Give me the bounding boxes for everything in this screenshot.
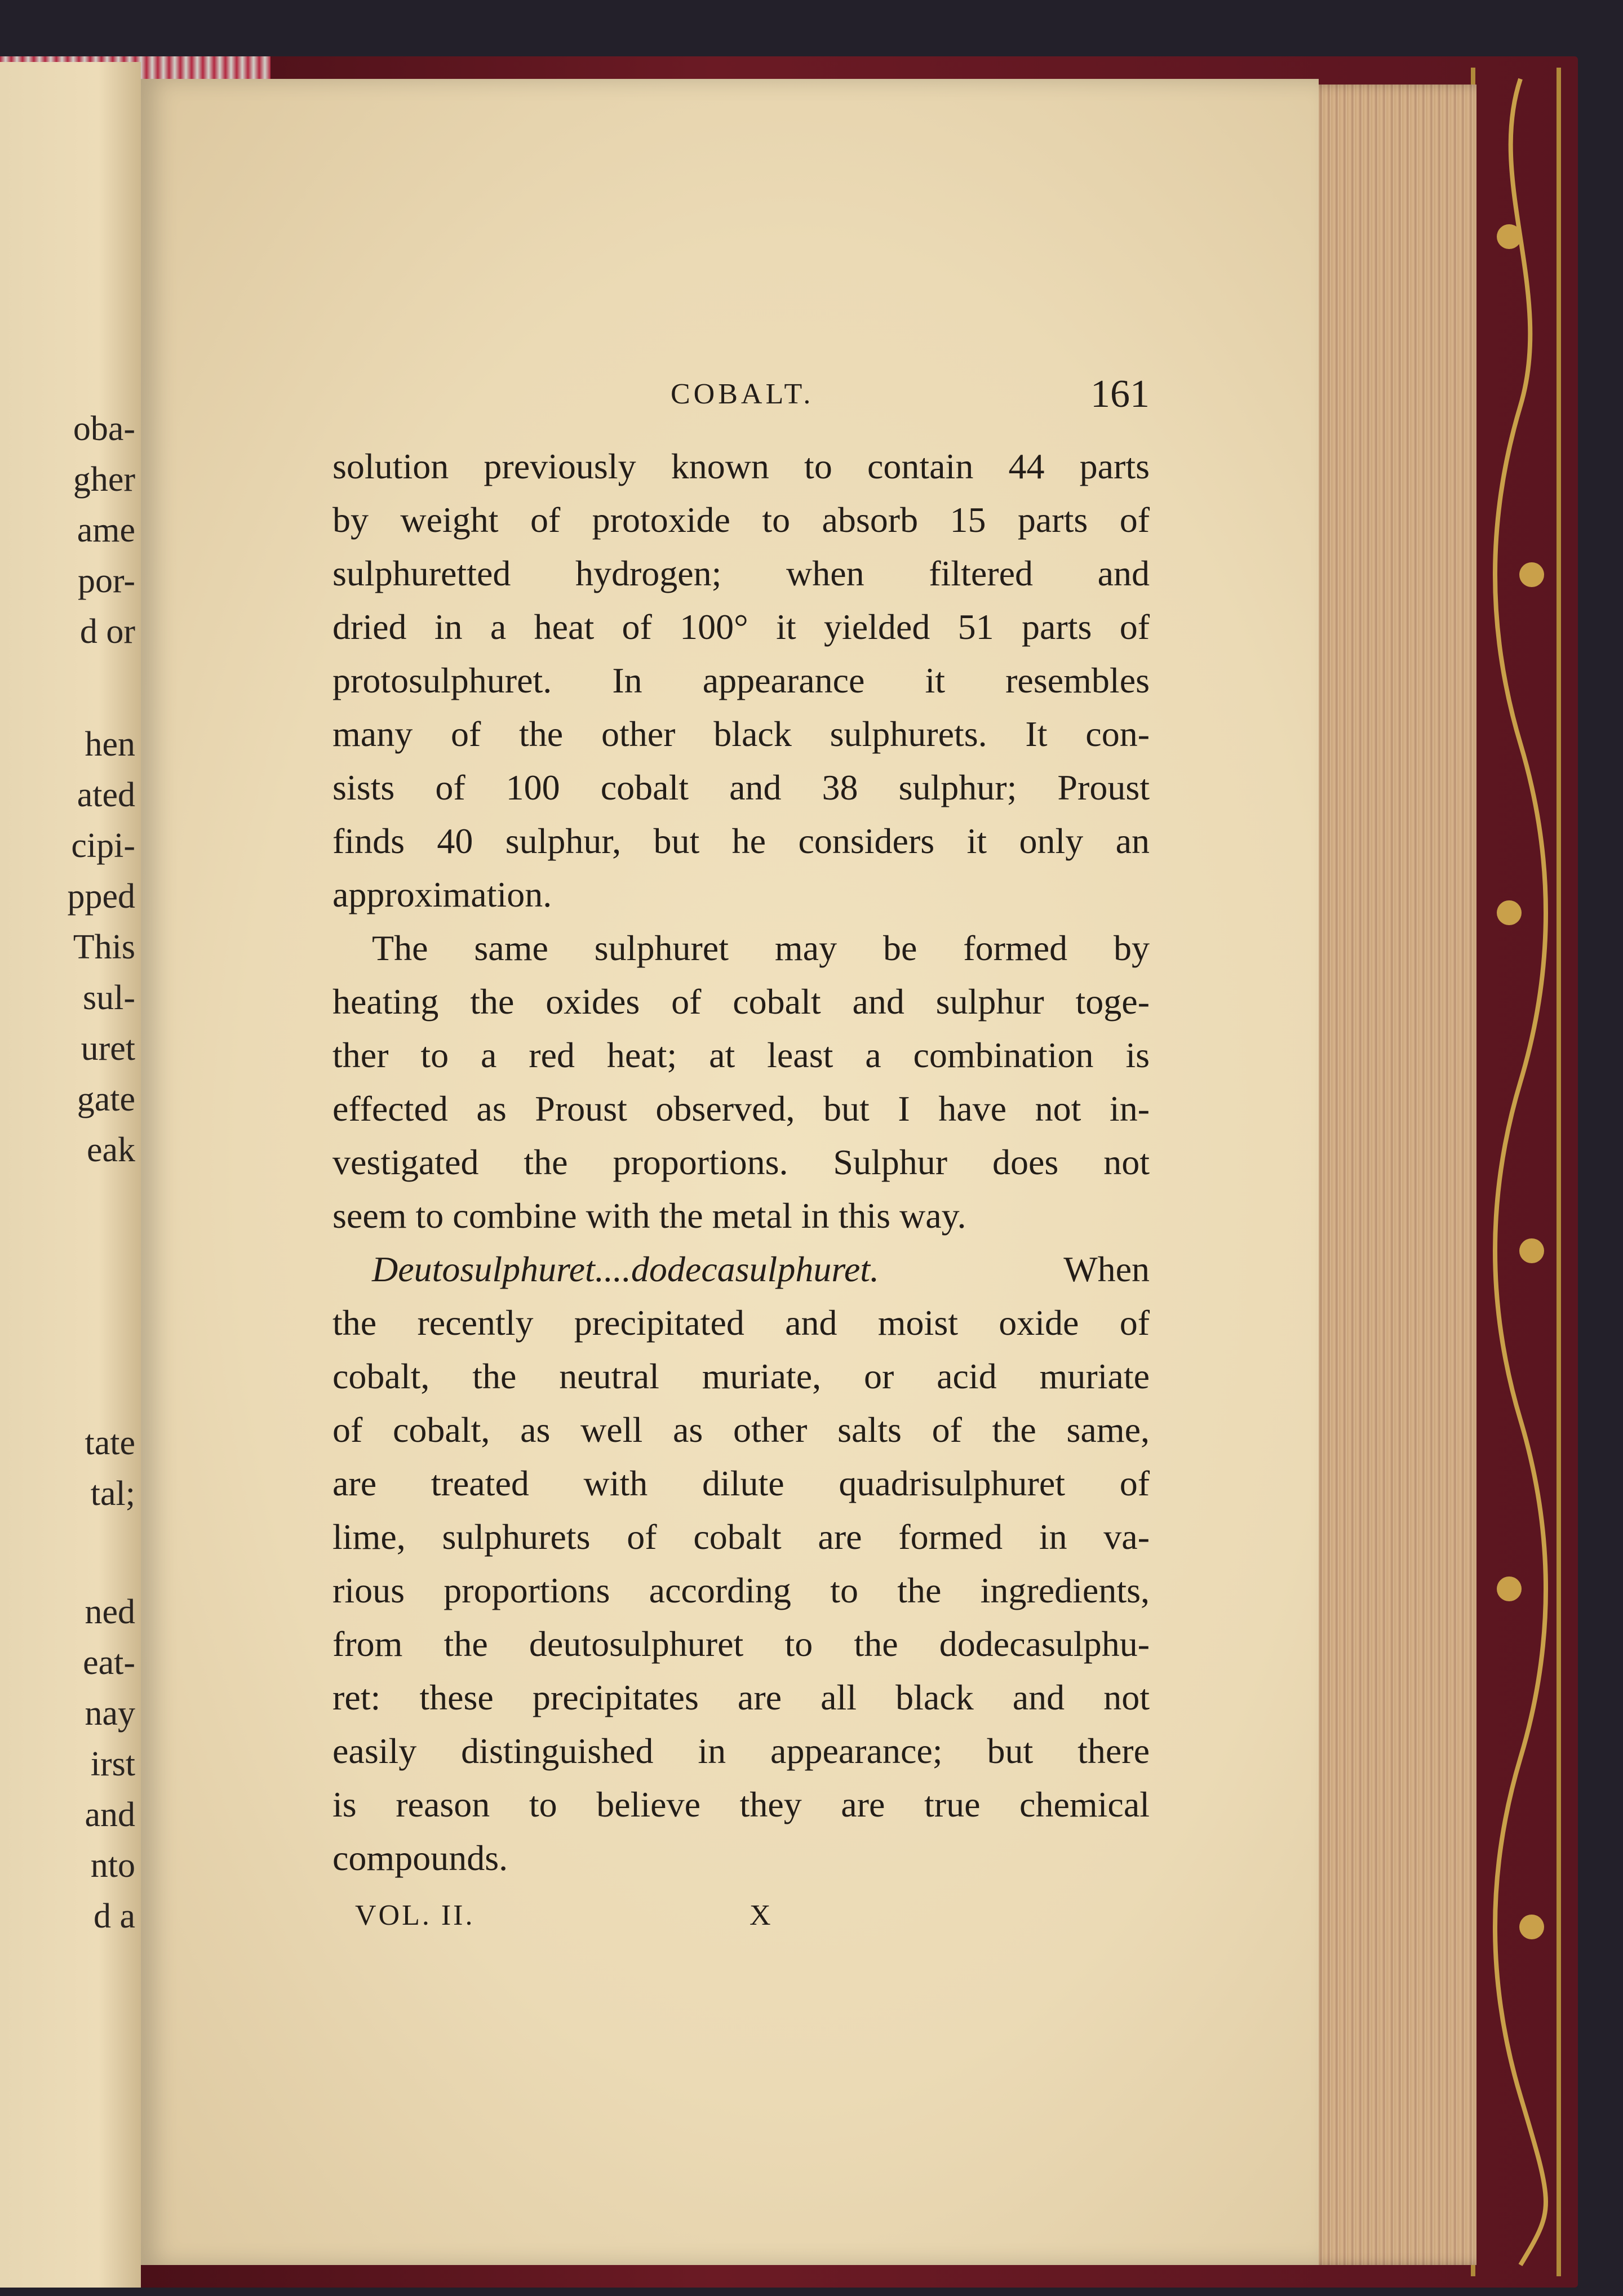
text-line: ret: these precipitates are all black and not — [332, 1677, 1150, 1717]
text-line: by weight of protoxide to absorb 15 parts of — [332, 500, 1150, 540]
section-heading-line — [332, 1242, 1150, 1296]
text-line: solution previously known to contain 44 parts — [332, 446, 1150, 486]
page-fore-edge — [1307, 85, 1476, 2265]
text-line: rious proportions according to the ingredients, — [332, 1570, 1150, 1610]
running-head — [332, 372, 1150, 423]
left-page-fragment: oba- — [73, 410, 135, 448]
text-line: lime, sulphurets of cobalt are formed in va- — [332, 1517, 1150, 1557]
text-line: compounds. — [332, 1838, 508, 1878]
text-line: of cobalt, as well as other salts of the same, — [332, 1410, 1150, 1450]
left-page-fragment: gher — [73, 460, 135, 499]
volume-signature: VOL. II. — [355, 1899, 475, 1931]
left-page-fragment: por- — [77, 562, 135, 600]
text-line: sulphuretted hydrogen; when filtered and — [332, 553, 1150, 593]
left-page-fragment: d or — [79, 612, 135, 651]
text-line: heating the oxides of cobalt and sulphur toge- — [332, 982, 1150, 1022]
left-page-fragment: This — [73, 928, 135, 966]
text-line: from the deutosulphuret to the dodecasulphu- — [332, 1624, 1150, 1664]
left-page-fragment: nto — [90, 1846, 135, 1885]
left-page-fragment: ame — [77, 511, 135, 549]
text-line: are treated with dilute quadrisulphuret of — [332, 1463, 1150, 1503]
text-line: cobalt, the neutral muriate, or acid muriate — [332, 1356, 1150, 1396]
left-page-fragment: cipi- — [71, 827, 135, 865]
gilt-border-ornament — [1471, 68, 1561, 2276]
text-line: finds 40 sulphur, but he considers it only an — [332, 821, 1150, 861]
left-page-fragment: nay — [85, 1694, 135, 1733]
text-line: protosulphuret. In appearance it resembles — [332, 660, 1150, 700]
text-line: the recently precipitated and moist oxide of — [332, 1303, 1150, 1343]
section-heading-tail: When — [1063, 1249, 1150, 1289]
text-line: ther to a red heat; at least a combination is — [332, 1035, 1150, 1075]
text-line: effected as Proust observed, but I have not in- — [332, 1089, 1150, 1129]
left-page-fragment: sul- — [83, 979, 135, 1017]
text-line: easily distinguished in appearance; but there — [332, 1731, 1150, 1771]
left-page-fragment: eat- — [83, 1644, 135, 1682]
left-page-fragment: ned — [85, 1593, 135, 1631]
text-line: sists of 100 cobalt and 38 sulphur; Proust — [332, 767, 1150, 807]
text-line: seem to combine with the metal in this way. — [332, 1196, 966, 1236]
body-text — [332, 439, 1150, 1885]
text-line: vestigated the proportions. Sulphur does not — [332, 1142, 1150, 1182]
text-line: dried in a heat of 100° it yielded 51 parts of — [332, 607, 1150, 647]
text-line: is reason to believe they are true chemical — [332, 1784, 1150, 1824]
left-page-fragment: gate — [77, 1080, 135, 1118]
section-heading: Deutosulphuret....dodecasulphuret. — [372, 1249, 880, 1289]
facing-left-page — [0, 62, 141, 2288]
left-page-fragment: ated — [77, 776, 135, 814]
left-page-fragment: and — [85, 1796, 135, 1834]
gathering-mark: X — [750, 1899, 773, 1931]
book-page — [141, 79, 1319, 2265]
gilt-vine-ornament — [1475, 68, 1566, 2276]
left-page-fragment: hen — [85, 725, 135, 763]
text-line: approximation. — [332, 874, 552, 914]
left-page-fragment: pped — [67, 877, 135, 916]
page-number: 161 — [1090, 372, 1150, 416]
text-line: The same sulphuret may be formed by — [372, 928, 1150, 968]
text-line: many of the other black sulphurets. It con- — [332, 714, 1150, 754]
left-page-fragment: tate — [85, 1424, 135, 1462]
left-page-fragment: tal; — [90, 1475, 135, 1513]
left-page-fragment: uret — [81, 1029, 135, 1068]
left-page-fragment: eak — [86, 1131, 135, 1169]
left-page-fragment: irst — [90, 1745, 135, 1783]
left-page-fragment: d a — [93, 1897, 135, 1935]
running-title: COBALT. — [671, 378, 814, 410]
